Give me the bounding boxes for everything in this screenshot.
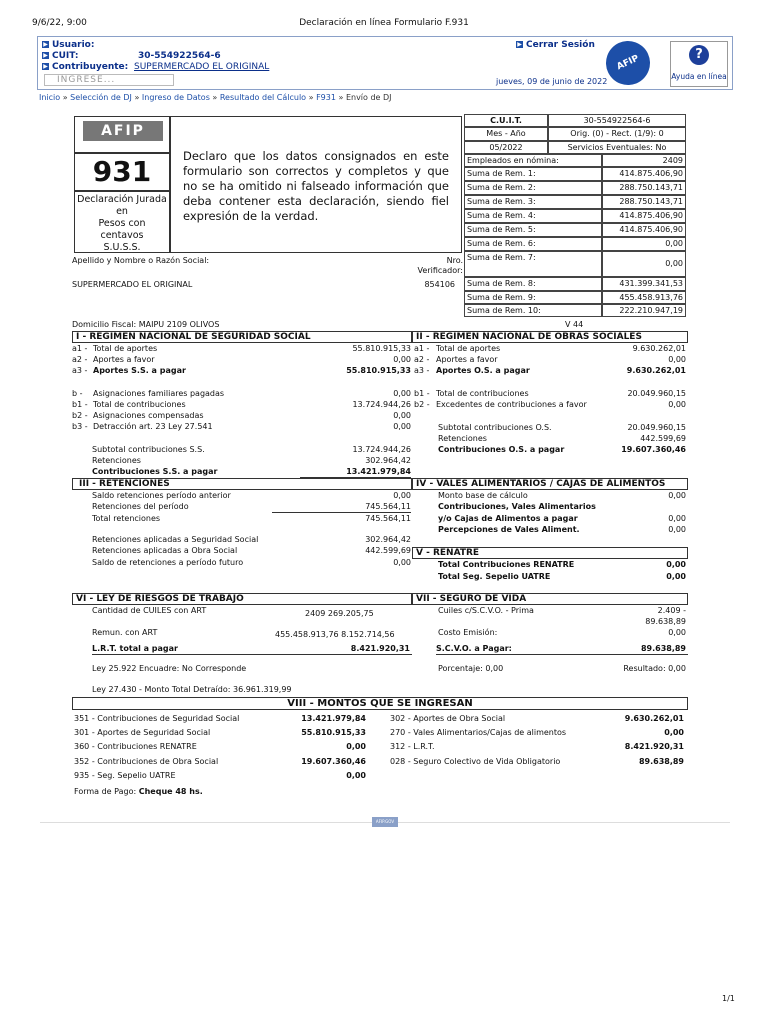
sec3-label: Retenciones del período	[92, 502, 189, 511]
sec2-value: 0,00	[668, 400, 686, 409]
sec1-value: 13.724.944,26	[352, 445, 411, 454]
arrow-icon: ▶	[43, 52, 48, 59]
sec8-left-value: 13.421.979,84	[301, 714, 366, 723]
rem-label: Suma de Rem. 6:	[464, 237, 602, 251]
sec3-value: 745.564,11	[272, 502, 411, 513]
sepelio-value: 0,00	[666, 572, 686, 581]
sec3-label: Retenciones aplicadas a Obra Social	[92, 546, 238, 555]
renatre-value: 0,00	[666, 560, 686, 569]
arrow-icon: ▶	[43, 41, 48, 48]
sec3-title: III - RETENCIONES	[72, 478, 412, 490]
sec2-code: a2 -	[414, 355, 430, 364]
scvo-cuiles-value: 2.409 -	[657, 606, 686, 615]
print-title: Declaración en línea Formulario F.931	[299, 18, 469, 28]
cuit-label-cell: C.U.I.T.	[464, 114, 548, 127]
sec2-label: Aportes O.S. a pagar	[436, 366, 530, 375]
sec8-title: VIII - MONTOS QUE SE INGRESAN	[72, 697, 688, 710]
sec3-value: 745.564,11	[365, 514, 411, 523]
rem-value: 0,00	[602, 237, 686, 251]
sec4-label: Percepciones de Vales Aliment.	[438, 525, 580, 534]
sec7-title: VII - SEGURO DE VIDA	[412, 593, 688, 605]
sec8-left-value: 55.810.915,33	[301, 728, 366, 737]
scvo-total-row	[436, 644, 688, 655]
cuit-label: CUIT:	[52, 51, 79, 61]
print-datetime: 9/6/22, 9:00	[32, 18, 87, 28]
footer-badge: AFIP.GOV	[372, 817, 398, 827]
sec2-label: Subtotal contribuciones O.S.	[438, 423, 552, 432]
sec1-value: 13.421.979,84	[300, 467, 411, 478]
sec2-label: Excedentes de contribuciones a favor	[436, 400, 587, 409]
remun-art-label: Remun. con ART	[92, 628, 158, 637]
sec1-label: Detracción art. 23 Ley 27.541	[93, 422, 213, 431]
sec1-label: Total de aportes	[93, 344, 158, 353]
sec2-label: Total de contribuciones	[436, 389, 529, 398]
razon-label: Apellido y Nombre o Razón Social:	[72, 256, 210, 265]
declaration-text: Declaro que los datos consignados en este formulario son correctos y completos y que no se ha omitido ni falseado información que deba contener esta declaración, siendo fiel expresión de la verdad.	[183, 149, 449, 223]
usuario-row	[42, 40, 94, 51]
lrt-total-value: 8.421.920,31	[350, 644, 410, 653]
sec8-left-label: 351 - Contribuciones de Seguridad Social	[74, 714, 240, 723]
page-counter: 1/1	[722, 994, 735, 1003]
sec8-right-value: 89.638,89	[638, 757, 684, 766]
rem-label: Suma de Rem. 8:	[464, 277, 602, 291]
orig-rect: Orig. (0) - Rect. (1/9): 0	[548, 127, 686, 141]
lrt-total-label: L.R.T. total a pagar	[92, 644, 178, 653]
version: V 44	[565, 320, 584, 329]
sec8-right-value: 9.630.262,01	[624, 714, 684, 723]
caption-line: Pesos con	[98, 218, 146, 229]
contribuyente-label: Contribuyente:	[52, 62, 129, 72]
sec8-left-value: 19.607.360,46	[301, 757, 366, 766]
breadcrumb-item[interactable]: F931	[316, 93, 336, 102]
sec1-value: 0,00	[393, 411, 411, 420]
sec1-label: Aportes S.S. a pagar	[93, 366, 186, 375]
rem-value: 414.875.406,90	[602, 223, 686, 237]
sec2-value: 20.049.960,15	[627, 423, 686, 432]
caption-line: centavos	[100, 230, 144, 241]
sec6-title: VI - LEY DE RIESGOS DE TRABAJO	[72, 593, 412, 605]
sec2-value: 9.630.262,01	[626, 366, 686, 375]
sec2-code: a3 -	[414, 366, 430, 375]
contribuyente-value[interactable]: SUPERMERCADO EL ORIGINAL	[134, 62, 270, 72]
sec3-value: 302.964,42	[365, 535, 411, 544]
sec5-title: V - RENATRE	[412, 547, 688, 559]
caption-line: S.U.S.S.	[103, 242, 141, 253]
rem-label: Suma de Rem. 10:	[464, 304, 602, 317]
sec4-value: 0,00	[668, 491, 686, 500]
arrow-icon: ▶	[517, 41, 522, 48]
sec4-label: y/o Cajas de Alimentos a pagar	[438, 514, 578, 523]
sec8-left-label: 935 - Seg. Sepelio UATRE	[74, 771, 176, 780]
periodo: 05/2022	[464, 141, 548, 154]
rem-value: 288.750.143,71	[602, 181, 686, 195]
sec8-left-value: 0,00	[346, 742, 366, 751]
sec2-value: 9.630.262,01	[632, 344, 686, 353]
rem-value: 222.210.947,19	[602, 304, 686, 317]
form-caption	[74, 191, 170, 253]
header-date: jueves, 09 de junio de 2022	[496, 77, 608, 86]
sec2-value: 20.049.960,15	[627, 389, 686, 398]
sec1-title: I - REGIMEN NACIONAL DE SEGURIDAD SOCIAL	[72, 331, 412, 343]
rem-label: Suma de Rem. 1:	[464, 167, 602, 181]
cuiles-art-label: Cantidad de CUILES con ART	[92, 606, 207, 615]
sec1-label: Asignaciones familiares pagadas	[93, 389, 225, 398]
usuario-label: Usuario:	[52, 40, 95, 50]
rem-value: 414.875.406,90	[602, 167, 686, 181]
empleados-label: Empleados en nómina:	[464, 154, 602, 167]
caption-line: en	[116, 206, 128, 217]
sec2-label: Aportes a favor	[436, 355, 498, 364]
contribuyente-row	[42, 62, 128, 73]
sec8-right-value: 8.421.920,31	[624, 742, 684, 751]
sec1-label: Subtotal contribuciones S.S.	[92, 445, 205, 454]
sec4-title: IV - VALES ALIMENTARIOS / CAJAS DE ALIMENTOS	[412, 478, 688, 490]
forma-pago-label: Forma de Pago:	[74, 787, 137, 796]
porcentaje: Porcentaje: 0,00	[438, 664, 504, 673]
sepelio-label: Total Seg. Sepelio UATRE	[438, 572, 551, 581]
mes-anio-label: Mes - Año	[464, 127, 548, 141]
sec4-label: Contribuciones, Vales Alimentarios	[438, 502, 596, 511]
sec1-value: 55.810.915,33	[346, 366, 411, 375]
sec3-label: Saldo de retenciones a período futuro	[92, 558, 244, 567]
sec1-label: Aportes a favor	[93, 355, 155, 364]
sec4-label: Monto base de cálculo	[438, 491, 528, 500]
logout-link[interactable]	[516, 40, 595, 51]
cuit-cell: 30-554922564-6	[548, 114, 686, 127]
scvo-total-label: S.C.V.O. a Pagar:	[436, 644, 512, 653]
sec8-left-label: 360 - Contribuciones RENATRE	[74, 742, 197, 751]
breadcrumb-item[interactable]: Ingreso de Datos	[141, 93, 210, 102]
sec1-code: a3 -	[72, 366, 88, 375]
sec3-label: Saldo retenciones período anterior	[92, 491, 231, 500]
sec8-left-value: 0,00	[346, 771, 366, 780]
cuit-row	[42, 51, 79, 62]
sec1-code: a1 -	[72, 344, 88, 353]
sec8-right-label: 302 - Aportes de Obra Social	[390, 714, 506, 723]
sec1-label: Contribuciones S.S. a pagar	[92, 467, 218, 476]
resultado: Resultado: 0,00	[623, 664, 686, 673]
empleados-value: 2409	[602, 154, 686, 167]
sec1-value: 13.724.944,26	[352, 400, 411, 409]
sec8-right-value: 0,00	[664, 728, 684, 737]
sec1-value: 0,00	[393, 422, 411, 431]
breadcrumb: Inicio » Selección de DJ » Ingreso de Datos » Resultado del Cálculo » F931 » Envío de DJ	[39, 93, 392, 102]
sec1-code: a2 -	[72, 355, 88, 364]
sec2-label: Total de aportes	[436, 344, 501, 353]
sec1-code: b -	[72, 389, 83, 398]
cuiles-art-value: 2409 269.205,75	[305, 609, 374, 618]
scvo-cuiles-label: Cuiles c/S.C.V.O. - Prima	[438, 606, 534, 615]
sec4-value: 0,00	[668, 525, 686, 534]
sec2-label: Retenciones	[438, 434, 487, 443]
scvo-total-value: 89.638,89	[640, 644, 686, 653]
rem-value: 414.875.406,90	[602, 209, 686, 223]
sec3-label: Total retenciones	[92, 514, 161, 523]
sec3-value: 0,00	[393, 558, 411, 567]
sec1-value: 55.810.915,33	[352, 344, 411, 353]
sec1-code: b2 -	[72, 411, 88, 420]
remun-art-value: 455.458.913,76 8.152.714,56	[275, 630, 395, 639]
renatre-label: Total Contribuciones RENATRE	[438, 560, 575, 569]
sec2-value: 19.607.360,46	[621, 445, 686, 454]
sec8-right-label: 028 - Seguro Colectivo de Vida Obligatorio	[390, 757, 561, 766]
rem-value: 455.458.913,76	[602, 291, 686, 304]
servicios: Servicios Eventuales: No	[548, 141, 686, 154]
logout-label[interactable]: Cerrar Sesión	[526, 40, 595, 50]
ingrese-input[interactable]: INGRESE...	[44, 74, 174, 86]
sec3-value: 0,00	[393, 491, 411, 500]
costo-value: 0,00	[668, 628, 686, 637]
rem-value: 288.750.143,71	[602, 195, 686, 209]
sec2-code: a1 -	[414, 344, 430, 353]
costo-label: Costo Emisión:	[438, 628, 498, 637]
sec2-label: Contribuciones O.S. a pagar	[438, 445, 565, 454]
verificador-value: 854106	[424, 280, 455, 289]
sec2-title: II - REGIMEN NACIONAL DE OBRAS SOCIALES	[412, 331, 688, 343]
rem-label: Suma de Rem. 9:	[464, 291, 602, 304]
rem-label: Suma de Rem. 2:	[464, 181, 602, 195]
sec3-value: 442.599,69	[365, 546, 411, 555]
sec1-value: 302.964,42	[365, 456, 411, 465]
sec1-label: Total de contribuciones	[93, 400, 186, 409]
breadcrumb-item: Envío de DJ	[345, 93, 392, 102]
ley-25922: Ley 25.922 Encuadre: No Corresponde	[92, 664, 247, 673]
afip-logo-block: AFIP	[83, 121, 163, 141]
sec8-left-label: 352 - Contribuciones de Obra Social	[74, 757, 219, 766]
sec4-value: 0,00	[668, 514, 686, 523]
rem-label: Suma de Rem. 3:	[464, 195, 602, 209]
help-icon: ?	[689, 45, 709, 65]
forma-pago	[74, 787, 203, 797]
session-header	[37, 36, 733, 90]
breadcrumb-item[interactable]: Inicio	[39, 93, 61, 102]
help-button[interactable]	[670, 41, 728, 87]
sec1-value: 0,00	[393, 389, 411, 398]
cuit-value: 30-554922564-6	[138, 51, 221, 61]
ley-27430: Ley 27.430 - Monto Total Detraído: 36.961.319,99	[92, 685, 292, 694]
sec1-label: Asignaciones compensadas	[93, 411, 204, 420]
afip-logo: AFIP	[599, 34, 657, 92]
rem-value: 431.399.341,53	[602, 277, 686, 291]
scvo-cuiles-value2: 89.638,89	[645, 617, 686, 626]
caption-line: Declaración Jurada	[77, 194, 167, 205]
sec1-label: Retenciones	[92, 456, 141, 465]
lrt-total-row	[92, 644, 412, 655]
sec1-code: b1 -	[72, 400, 88, 409]
sec8-right-label: 270 - Vales Alimentarios/Cajas de alimentos	[390, 728, 567, 737]
domicilio: Domicilio Fiscal: MAIPU 2109 OLIVOS	[72, 320, 220, 329]
sec1-code: b3 -	[72, 422, 88, 431]
declaration-box	[170, 116, 462, 253]
afip-form-logo	[74, 116, 170, 153]
forma-pago-value: Cheque 48 hs.	[138, 787, 203, 796]
rem-label: Suma de Rem. 7:	[464, 251, 602, 277]
sec1-value: 0,00	[393, 355, 411, 364]
sec2-code: b2 -	[414, 400, 430, 409]
verificador-label: Nro. Verificador:	[417, 256, 463, 275]
help-label: Ayuda en línea	[671, 72, 727, 81]
sec2-value: 442.599,69	[640, 434, 686, 443]
arrow-icon: ▶	[43, 63, 48, 70]
sec3-label: Retenciones aplicadas a Seguridad Social	[92, 535, 259, 544]
sec2-value: 0,00	[668, 355, 686, 364]
rem-label: Suma de Rem. 4:	[464, 209, 602, 223]
sec8-left-label: 301 - Aportes de Seguridad Social	[74, 728, 211, 737]
breadcrumb-item[interactable]: Resultado del Cálculo	[219, 93, 307, 102]
sec2-code: b1 -	[414, 389, 430, 398]
form-number: 931	[74, 153, 170, 191]
breadcrumb-item[interactable]: Selección de DJ	[70, 93, 132, 102]
razon-value: SUPERMERCADO EL ORIGINAL	[72, 280, 193, 289]
rem-value: 0,00	[602, 251, 686, 277]
rem-label: Suma de Rem. 5:	[464, 223, 602, 237]
sec8-right-label: 312 - L.R.T.	[390, 742, 435, 751]
